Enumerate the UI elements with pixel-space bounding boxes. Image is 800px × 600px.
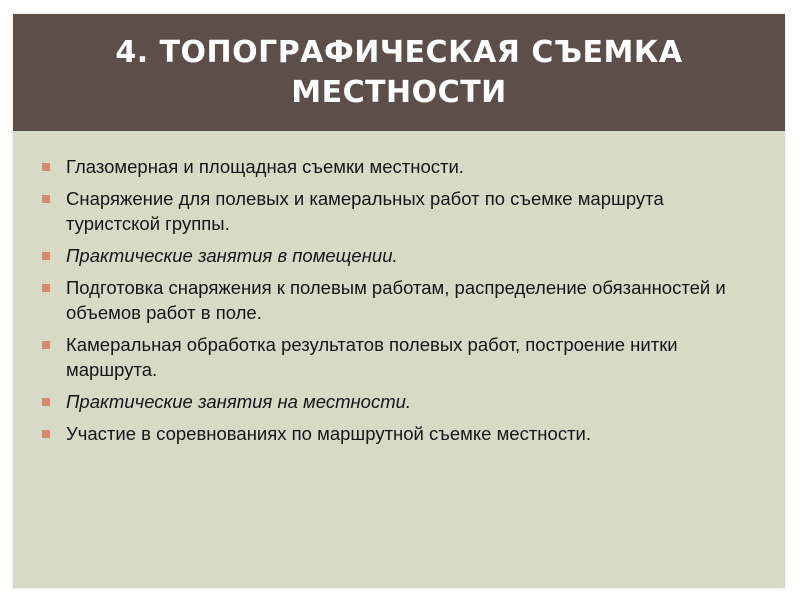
square-bullet-icon bbox=[42, 341, 50, 349]
bullet-text: Снаряжение для полевых и камеральных работ по съемке маршрута туристской группы. bbox=[66, 188, 664, 234]
slide bbox=[13, 14, 785, 588]
square-bullet-icon bbox=[42, 195, 50, 203]
title-bar bbox=[13, 14, 785, 131]
bullet-item bbox=[41, 186, 741, 236]
square-bullet-icon bbox=[42, 252, 50, 260]
bullet-item bbox=[41, 154, 741, 179]
bullet-item bbox=[41, 389, 741, 414]
bullet-text: Подготовка снаряжения к полевым работам, распределение обязанностей и объемов работ в поле. bbox=[66, 277, 726, 323]
square-bullet-icon bbox=[42, 284, 50, 292]
bullet-list bbox=[41, 154, 741, 453]
square-bullet-icon bbox=[42, 163, 50, 171]
bullet-item bbox=[41, 243, 741, 268]
bullet-text: Участие в соревнованиях по маршрутной съемке местности. bbox=[66, 423, 592, 444]
bullet-text: Камеральная обработка результатов полевых работ, построение нитки маршрута. bbox=[66, 334, 678, 380]
slide-title: 4. ТОПОГРАФИЧЕСКАЯ СЪЕМКА МЕСТНОСТИ bbox=[115, 34, 683, 110]
bullet-item bbox=[41, 332, 741, 382]
square-bullet-icon bbox=[42, 430, 50, 438]
square-bullet-icon bbox=[42, 398, 50, 406]
bullet-text: Практические занятия в помещении. bbox=[66, 245, 398, 266]
bullet-item bbox=[41, 275, 741, 325]
bullet-item bbox=[41, 421, 741, 446]
bullet-text: Глазомерная и площадная съемки местности. bbox=[66, 156, 464, 177]
bullet-text: Практические занятия на местности. bbox=[66, 391, 412, 412]
